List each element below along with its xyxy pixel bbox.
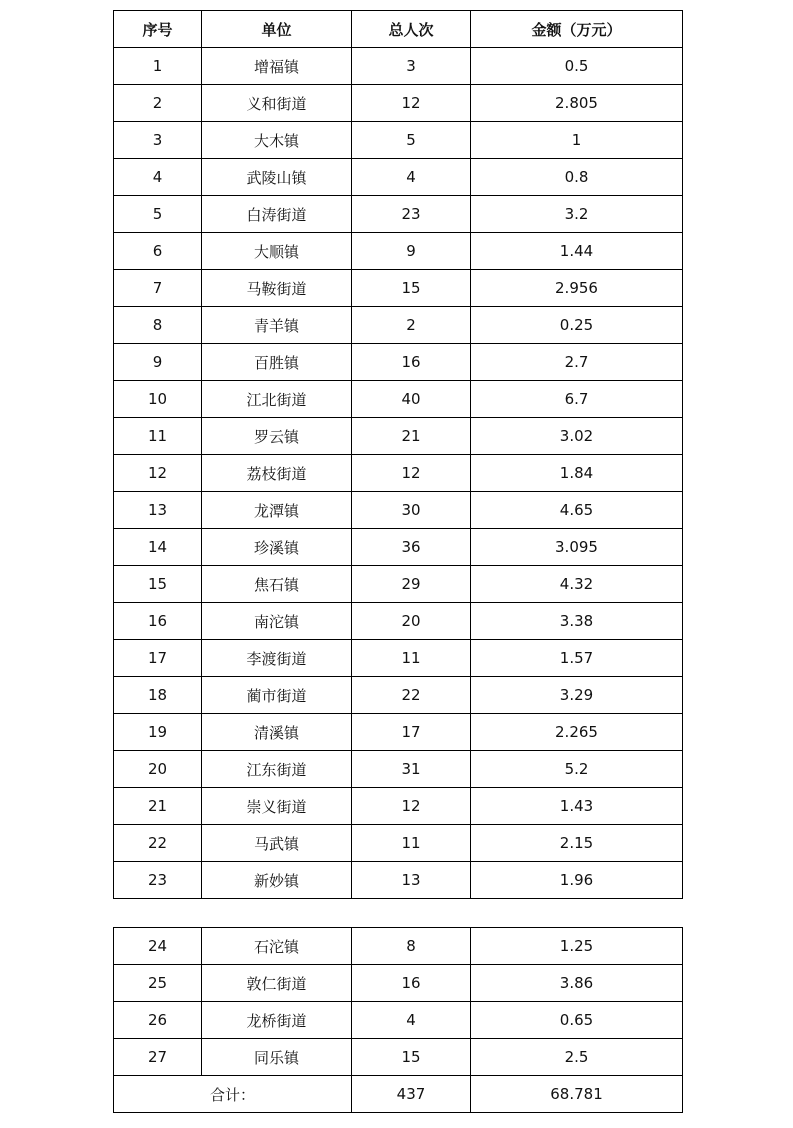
cell-people: 12 xyxy=(352,455,471,492)
cell-unit: 江东街道 xyxy=(202,751,352,788)
cell-people: 17 xyxy=(352,714,471,751)
header-people: 总人次 xyxy=(352,11,471,48)
cell-amount: 1.96 xyxy=(471,862,683,899)
cell-amount: 0.25 xyxy=(471,307,683,344)
header-amount: 金额（万元） xyxy=(471,11,683,48)
cell-index: 14 xyxy=(114,529,202,566)
cell-unit: 罗云镇 xyxy=(202,418,352,455)
header-index: 序号 xyxy=(114,11,202,48)
cell-index: 18 xyxy=(114,677,202,714)
cell-unit: 焦石镇 xyxy=(202,566,352,603)
cell-people: 15 xyxy=(352,1039,471,1076)
cell-people: 36 xyxy=(352,529,471,566)
cell-unit: 增福镇 xyxy=(202,48,352,85)
cell-people: 13 xyxy=(352,862,471,899)
cell-index: 22 xyxy=(114,825,202,862)
cell-index: 3 xyxy=(114,122,202,159)
cell-unit: 石沱镇 xyxy=(202,928,352,965)
cell-unit: 新妙镇 xyxy=(202,862,352,899)
cell-unit: 崇义街道 xyxy=(202,788,352,825)
cell-amount: 2.5 xyxy=(471,1039,683,1076)
cell-unit: 敦仁街道 xyxy=(202,965,352,1002)
cell-amount: 1.25 xyxy=(471,928,683,965)
table-row xyxy=(114,714,683,751)
table-row xyxy=(114,1039,683,1076)
cell-people: 29 xyxy=(352,566,471,603)
table-row xyxy=(114,862,683,899)
cell-amount: 0.5 xyxy=(471,48,683,85)
cell-people: 9 xyxy=(352,233,471,270)
cell-people: 40 xyxy=(352,381,471,418)
cell-people: 2 xyxy=(352,307,471,344)
cell-index: 19 xyxy=(114,714,202,751)
cell-amount: 3.02 xyxy=(471,418,683,455)
table-row xyxy=(114,529,683,566)
cell-index: 17 xyxy=(114,640,202,677)
cell-people: 21 xyxy=(352,418,471,455)
cell-amount: 1 xyxy=(471,122,683,159)
table-row xyxy=(114,640,683,677)
cell-index: 15 xyxy=(114,566,202,603)
cell-unit: 大顺镇 xyxy=(202,233,352,270)
cell-index: 12 xyxy=(114,455,202,492)
cell-index: 1 xyxy=(114,48,202,85)
cell-amount: 6.7 xyxy=(471,381,683,418)
table-row xyxy=(114,928,683,965)
cell-amount: 2.15 xyxy=(471,825,683,862)
cell-amount: 1.43 xyxy=(471,788,683,825)
cell-unit: 百胜镇 xyxy=(202,344,352,381)
cell-unit: 珍溪镇 xyxy=(202,529,352,566)
cell-unit: 清溪镇 xyxy=(202,714,352,751)
table-row xyxy=(114,603,683,640)
cell-people: 4 xyxy=(352,1002,471,1039)
cell-people: 5 xyxy=(352,122,471,159)
cell-people: 8 xyxy=(352,928,471,965)
cell-index: 20 xyxy=(114,751,202,788)
table-row xyxy=(114,381,683,418)
table-row xyxy=(114,159,683,196)
cell-people: 16 xyxy=(352,965,471,1002)
cell-index: 5 xyxy=(114,196,202,233)
table-row xyxy=(114,965,683,1002)
total-amount: 68.781 xyxy=(471,1076,683,1113)
cell-amount: 1.44 xyxy=(471,233,683,270)
cell-amount: 0.8 xyxy=(471,159,683,196)
cell-unit: 义和街道 xyxy=(202,85,352,122)
table-row xyxy=(114,455,683,492)
cell-index: 9 xyxy=(114,344,202,381)
cell-amount: 4.32 xyxy=(471,566,683,603)
cell-amount: 3.38 xyxy=(471,603,683,640)
cell-unit: 李渡街道 xyxy=(202,640,352,677)
table-row xyxy=(114,677,683,714)
table-row xyxy=(114,1002,683,1039)
table-header-row xyxy=(114,11,683,48)
table-row xyxy=(114,418,683,455)
cell-unit: 龙潭镇 xyxy=(202,492,352,529)
table-row xyxy=(114,788,683,825)
cell-unit: 荔枝街道 xyxy=(202,455,352,492)
cell-unit: 马鞍街道 xyxy=(202,270,352,307)
cell-index: 21 xyxy=(114,788,202,825)
cell-unit: 青羊镇 xyxy=(202,307,352,344)
cell-index: 23 xyxy=(114,862,202,899)
table-row xyxy=(114,85,683,122)
cell-amount: 3.2 xyxy=(471,196,683,233)
cell-unit: 江北街道 xyxy=(202,381,352,418)
cell-people: 12 xyxy=(352,85,471,122)
total-people: 437 xyxy=(352,1076,471,1113)
cell-amount: 2.956 xyxy=(471,270,683,307)
cell-index: 16 xyxy=(114,603,202,640)
table-row xyxy=(114,122,683,159)
table-row xyxy=(114,825,683,862)
total-label: 合计： xyxy=(114,1076,352,1113)
cell-people: 23 xyxy=(352,196,471,233)
cell-people: 16 xyxy=(352,344,471,381)
table-row xyxy=(114,196,683,233)
table-row xyxy=(114,233,683,270)
cell-index: 10 xyxy=(114,381,202,418)
cell-index: 8 xyxy=(114,307,202,344)
subsidy-table-part-1 xyxy=(113,10,683,899)
cell-amount: 3.29 xyxy=(471,677,683,714)
cell-people: 4 xyxy=(352,159,471,196)
table-row xyxy=(114,270,683,307)
cell-amount: 1.57 xyxy=(471,640,683,677)
header-unit: 单位 xyxy=(202,11,352,48)
cell-amount: 1.84 xyxy=(471,455,683,492)
table-row xyxy=(114,566,683,603)
table-row xyxy=(114,344,683,381)
cell-amount: 3.095 xyxy=(471,529,683,566)
cell-amount: 4.65 xyxy=(471,492,683,529)
cell-people: 12 xyxy=(352,788,471,825)
table-row xyxy=(114,48,683,85)
cell-people: 11 xyxy=(352,640,471,677)
table-row xyxy=(114,307,683,344)
cell-people: 30 xyxy=(352,492,471,529)
cell-amount: 2.805 xyxy=(471,85,683,122)
cell-amount: 2.7 xyxy=(471,344,683,381)
cell-people: 22 xyxy=(352,677,471,714)
cell-people: 3 xyxy=(352,48,471,85)
cell-index: 11 xyxy=(114,418,202,455)
cell-unit: 蔺市街道 xyxy=(202,677,352,714)
cell-unit: 武陵山镇 xyxy=(202,159,352,196)
cell-unit: 同乐镇 xyxy=(202,1039,352,1076)
cell-unit: 南沱镇 xyxy=(202,603,352,640)
table-row xyxy=(114,751,683,788)
cell-amount: 3.86 xyxy=(471,965,683,1002)
cell-amount: 5.2 xyxy=(471,751,683,788)
cell-unit: 马武镇 xyxy=(202,825,352,862)
cell-index: 25 xyxy=(114,965,202,1002)
cell-index: 7 xyxy=(114,270,202,307)
cell-index: 4 xyxy=(114,159,202,196)
cell-amount: 0.65 xyxy=(471,1002,683,1039)
cell-amount: 2.265 xyxy=(471,714,683,751)
cell-index: 24 xyxy=(114,928,202,965)
cell-index: 26 xyxy=(114,1002,202,1039)
cell-unit: 白涛街道 xyxy=(202,196,352,233)
cell-index: 2 xyxy=(114,85,202,122)
cell-index: 13 xyxy=(114,492,202,529)
cell-unit: 大木镇 xyxy=(202,122,352,159)
cell-people: 20 xyxy=(352,603,471,640)
cell-people: 11 xyxy=(352,825,471,862)
cell-people: 31 xyxy=(352,751,471,788)
cell-index: 27 xyxy=(114,1039,202,1076)
cell-unit: 龙桥街道 xyxy=(202,1002,352,1039)
cell-index: 6 xyxy=(114,233,202,270)
subsidy-table-part-2 xyxy=(113,927,683,1113)
table-row xyxy=(114,492,683,529)
total-row xyxy=(114,1076,683,1113)
cell-people: 15 xyxy=(352,270,471,307)
